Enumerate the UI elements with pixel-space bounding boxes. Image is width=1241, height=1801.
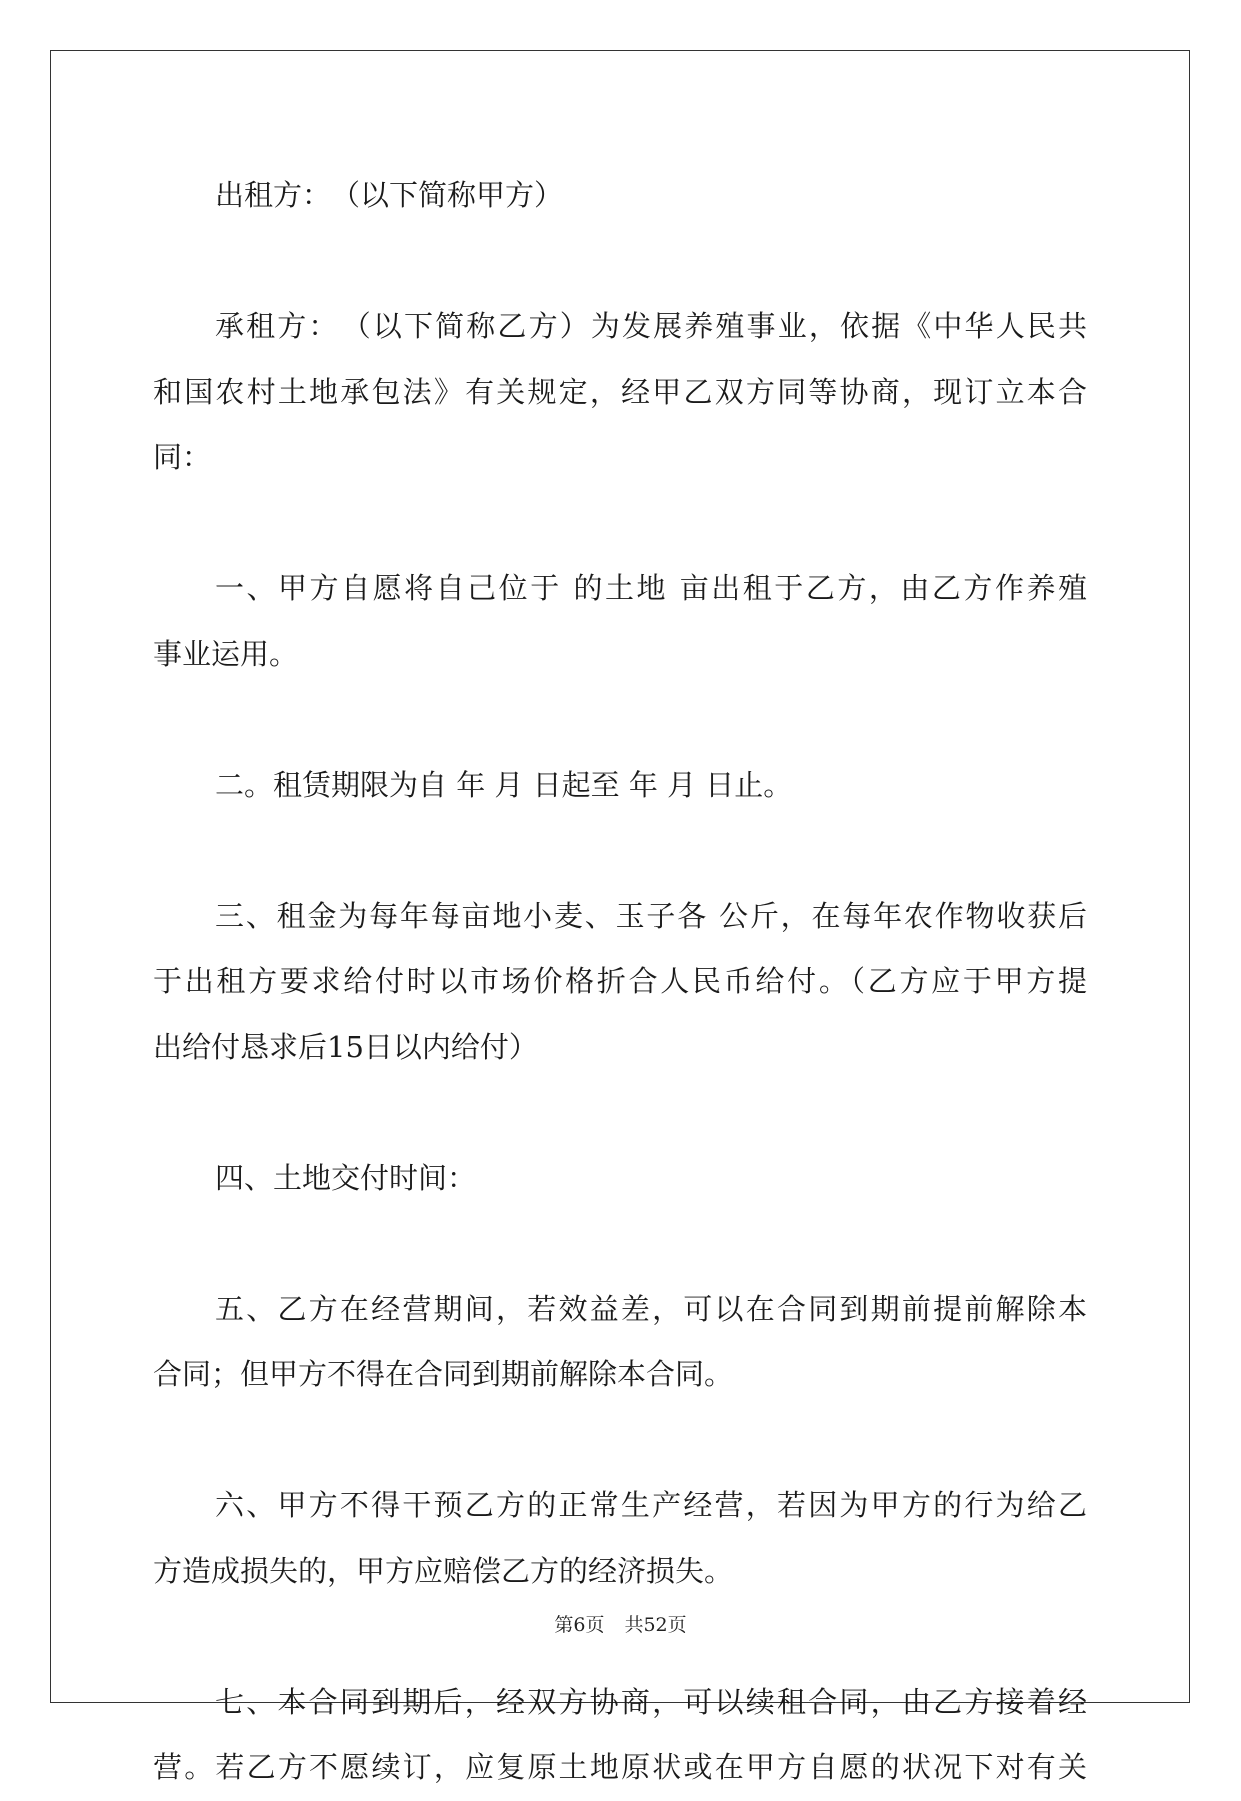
page-total: 共52页 — [624, 1614, 687, 1636]
text-line: 事业运用。 — [153, 636, 299, 671]
text-line — [153, 229, 1087, 295]
text-line: 四、土地交付时间： — [215, 1160, 477, 1195]
text-line: 承租方： （以下简称乙方）为发展养殖事业，依据《中华人民共 — [215, 309, 1087, 343]
text-line: 出租方： （以下简称甲方） — [215, 178, 564, 212]
text-line — [153, 687, 1087, 753]
text-line: 一、甲方自愿将自己位于 的土地 亩出租于乙方，由乙方作养殖 — [215, 571, 1087, 605]
page-number: 第6页 — [554, 1614, 605, 1636]
text-line: 三、租金为每年每亩地小麦、玉子各 公斤，在每年农作物收获后 — [215, 898, 1087, 933]
page-footer — [0, 1610, 1241, 1637]
text-line: 出给付恳求后15日以内给付） — [153, 1029, 538, 1064]
text-line: 二。租赁期限为自 年 月 日起至 年 月 日止。 — [215, 767, 793, 802]
text-line — [153, 1408, 1087, 1474]
text-line — [153, 1211, 1087, 1277]
text-line: 和国农村土地承包法》有关规定，经甲乙双方同等协商，现订立本合 — [153, 374, 1087, 409]
text-line — [153, 818, 1087, 884]
document-body — [153, 163, 1087, 1801]
text-line: 六、甲方不得干预乙方的正常生产经营，若因为甲方的行为给乙 — [215, 1488, 1087, 1522]
text-line: 营。若乙方不愿续订，应复原土地原状或在甲方自愿的状况下对有关 — [153, 1750, 1087, 1784]
text-line: 同： — [153, 440, 212, 474]
text-line: 五、乙方在经营期间，若效益差，可以在合同到期前提前解除本 — [215, 1291, 1087, 1326]
text-line — [153, 491, 1087, 557]
text-line: 方造成损失的，甲方应赔偿乙方的经济损失。 — [153, 1553, 734, 1588]
text-line: 合同；但甲方不得在合同到期前解除本合同。 — [153, 1357, 734, 1391]
text-line — [153, 1080, 1087, 1146]
text-line: 七、本合同到期后，经双方协商，可以续租合同，由乙方接着经 — [215, 1684, 1087, 1719]
text-line: 于出租方要求给付时以市场价格折合人民币给付。（乙方应于甲方提 — [153, 964, 1087, 998]
